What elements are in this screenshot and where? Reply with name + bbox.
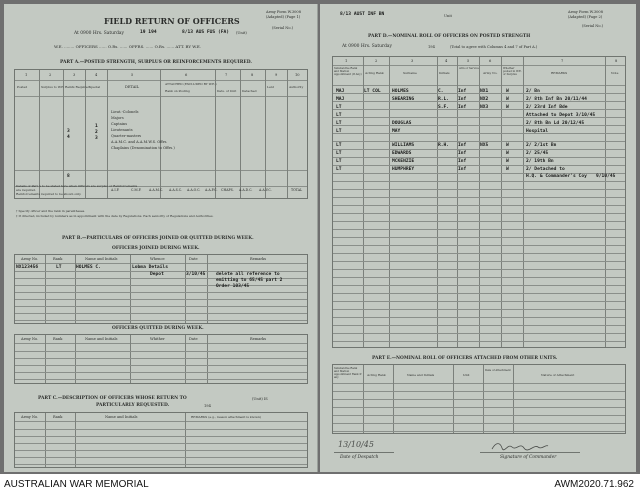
d-entry-1-posted: W: [506, 89, 509, 94]
right-page: [320, 4, 636, 472]
d-entry-4-remarks: Attached to Depot 3/10/45: [526, 113, 596, 118]
d-entry-3-no: NX3: [480, 105, 489, 110]
table-row-line: [15, 306, 307, 307]
d-col-8: 8: [615, 59, 618, 63]
left-footnote-2: ‡ If directed, included by numbers as in appointment with the date by Regulations. Each seniority of Regulations and Authorities.: [16, 214, 214, 218]
d-col-6: 6: [489, 59, 492, 63]
d-head-remarks: REMARKS: [551, 71, 568, 75]
a-col-1: 1: [25, 73, 28, 77]
d-entry-1-acting: LT COL: [364, 89, 381, 94]
arms-cmf: C.M.F.: [131, 188, 142, 192]
arms-aaoc: A.A.O.C.: [187, 188, 201, 192]
left-title: FIELD RETURN OF OFFICERS: [104, 16, 240, 26]
d-entry-1-arm: Inf: [458, 89, 467, 94]
table-row-line: [15, 379, 307, 380]
d-entry-5-remarks: 2/ 8th Bn Ld 20/12/45: [526, 121, 585, 126]
part-d-row-line: [333, 189, 625, 190]
d-entry-9-surname: MCKENZIE: [392, 159, 415, 164]
joined-1-whence: Lobma Details: [132, 265, 168, 270]
part-d-row-line: [333, 197, 625, 198]
d-entry-9-arm: Inf: [458, 159, 467, 164]
surplus-value-2: 2: [95, 130, 98, 135]
arms-chaps: CHAPS.: [221, 188, 234, 192]
part-d-row-line: [333, 205, 625, 206]
d-entry-2-no: NX2: [480, 97, 489, 102]
surplus-value-1: 1: [95, 124, 98, 129]
left-page: [4, 4, 318, 472]
part-d-row-line: [333, 333, 625, 334]
a-head-lent: Lent: [267, 85, 274, 89]
arms-aif: A.I.F.: [111, 188, 120, 192]
d-entry-6-remarks: Hospital: [526, 129, 549, 134]
part-d-row-line: [333, 277, 625, 278]
table-row-line: [15, 351, 307, 352]
left-unit-label: (Unit): [236, 31, 247, 35]
part-e-row-line: [333, 391, 625, 392]
quitted-h-rank: Rank: [53, 337, 63, 341]
d-col-2: 2: [375, 59, 378, 63]
left-serial-label: (Serial No.): [272, 26, 294, 30]
a-head-posted: Posted: [17, 85, 28, 89]
arms-aasc: A.A.S.C.: [169, 188, 183, 192]
part-c-date: 194: [204, 404, 211, 408]
d-entry-8-posted: W: [506, 151, 509, 156]
right-at-line: At 0900 Hrs. Saturday: [342, 44, 393, 49]
dispatch-line: [334, 452, 394, 453]
a-head-detail: DETAIL: [125, 85, 140, 89]
d-entry-2-surname: SHEARING: [392, 97, 415, 102]
part-d-row-line: [333, 325, 625, 326]
arms-aapc: A.A.P.C.: [205, 188, 218, 192]
part-e-row-line: [333, 399, 625, 400]
d-col-3: 3: [411, 59, 414, 63]
d-entry-8-surname: EDWARDS: [392, 151, 412, 156]
d-entry-7-initials: R.H.: [438, 143, 450, 148]
d-entry-3-remarks: 2/ 23rd Inf Bde: [526, 105, 568, 110]
arms-total: TOTAL: [291, 188, 303, 192]
d-entry-9-remarks: 2/ 19th Bn: [526, 159, 554, 164]
c-h-no: Army No.: [21, 415, 39, 419]
right-at-date: 194: [428, 45, 435, 49]
part-d-row-line: [333, 317, 625, 318]
part-d-row-line: [333, 237, 625, 238]
part-d-row-line: [333, 109, 625, 110]
left-note-3: Reinforcements required to be shown only.: [16, 192, 82, 196]
part-c-table: [14, 412, 308, 468]
c-h-remarks: REMARKS (e.g., reason attachment is known): [191, 415, 262, 419]
a-col-3: 3: [73, 73, 76, 77]
d-entry-1-initials: C.: [438, 89, 444, 94]
e-head-name: Name and Initials: [407, 373, 435, 377]
a-col-2: 2: [49, 73, 52, 77]
d-entry-5-rank: LT: [336, 121, 342, 126]
part-d-row-line: [333, 253, 625, 254]
a-col-8: 8: [251, 73, 254, 77]
a-col-7: 7: [225, 73, 228, 77]
part-d-row-line: [333, 245, 625, 246]
part-d-row-line: [333, 165, 625, 166]
part-e-heading: PART E.—NOMINAL ROLL OF OFFICERS ATTACHED FROM OTHER UNITS.: [372, 356, 558, 361]
d-entry-1-no: NX1: [480, 89, 489, 94]
d-entry-3-posted: W: [506, 105, 509, 110]
d-entry-7-surname: WILLIAMS: [392, 143, 415, 148]
d-entry-7-remarks: 2/ 2/1st Bn: [526, 143, 557, 148]
rank-captains: Captains: [111, 122, 128, 126]
right-form-ref: Army Form W.3008: [568, 10, 603, 14]
part-d-row-line: [333, 157, 625, 158]
table-row-line: [15, 320, 307, 321]
d-entry-10-arm: Inf: [458, 167, 467, 172]
part-c-line1: PART C.—DESCRIPTION OF OFFICERS WHOSE RETURN TO: [38, 396, 187, 401]
d-entry-7-rank: LT: [336, 143, 342, 148]
quitted-h-whither: Whither: [150, 337, 165, 341]
part-b-heading: PART B.—PARTICULARS OF OFFICERS JOINED OR QUITTED DURING WEEK.: [62, 236, 254, 241]
table-row-line: [15, 292, 307, 293]
part-d-row-line: [333, 229, 625, 230]
joined-h-whence: Whence: [150, 257, 165, 261]
d-col-7: 7: [561, 59, 564, 63]
right-serial-label: (Serial No.): [582, 24, 604, 28]
d-entry-10-surname: HUMPHREY: [392, 167, 415, 172]
joined-1-rank: LT: [56, 265, 62, 270]
quitted-h-no: Army No.: [21, 337, 39, 341]
part-e-row-line: [333, 423, 625, 424]
part-d-row-line: [333, 181, 625, 182]
table-row-line: [15, 285, 307, 286]
part-e-row-line: [333, 407, 625, 408]
rank-majors: Majors: [111, 116, 124, 120]
part-e-row-line: [333, 415, 625, 416]
right-form-ref-sub: (Adapted) (Page 2): [568, 15, 603, 19]
a-col-4: 4: [95, 73, 98, 77]
part-d-row-line: [333, 341, 625, 342]
e-head-acting: Acting Rank: [367, 373, 386, 377]
left-form-ref: Army Form W.3008: [266, 10, 301, 14]
part-c-line2: PARTICULARLY REQUESTED.: [96, 403, 170, 408]
d-entry-11-remarks: H.Q. & Commander's Coy: [526, 174, 587, 179]
joined-h-date: Date: [189, 257, 198, 261]
table-row-line: [15, 429, 307, 430]
d-col-1: 1: [345, 59, 348, 63]
part-d-row-line: [333, 141, 625, 142]
d-entry-5-surname: DOUGLAS: [392, 121, 412, 126]
d-entry-2-arm: Inf: [458, 97, 467, 102]
c-h-rank: Rank: [53, 415, 63, 419]
part-d-row-line: [333, 261, 625, 262]
joined-title: OFFICERS JOINED DURING WEEK.: [112, 246, 200, 251]
d-entry-1-remarks: 2/ Bn: [526, 89, 540, 94]
part-d-row-line: [333, 133, 625, 134]
part-e-table: [332, 364, 626, 434]
d-entry-7-no: NX5: [480, 143, 489, 148]
d-entry-1-rank: MAJ: [336, 89, 345, 94]
a-head-special: Special: [89, 85, 101, 89]
joined-3-remarks: emitting to 65/45 part 2: [216, 278, 283, 283]
table-row-line: [15, 443, 307, 444]
table-row-line: [15, 365, 307, 366]
d-head-rank: Substantive Rank and Station Appointment (If Any): [334, 67, 362, 76]
quitted-h-remarks: Remarks: [250, 337, 267, 341]
archive-footer: [0, 474, 640, 494]
table-row-line: [15, 313, 307, 314]
e-head-nature: Nature of Attachment: [541, 373, 575, 377]
joined-4-remarks: Order 103/45: [216, 284, 250, 289]
part-e-row-line: [333, 431, 625, 432]
d-head-no: Army No.: [483, 71, 498, 75]
rank-aamc: A.A.M.C. and A.A.M.W.S. Offrs.: [111, 140, 168, 144]
d-head-arm: Arm or Service: [459, 67, 479, 70]
d-head-posted: Whether posted in W.E. or Surplus: [503, 67, 522, 76]
a-head-authority: Authority: [289, 85, 304, 89]
left-note-2: are required.: [16, 188, 37, 192]
d-entry-8-arm: Inf: [458, 151, 467, 156]
a-col-5: 5: [131, 73, 134, 77]
joined-h-name: Name and Initials: [85, 257, 118, 261]
d-head-surname: Surname: [403, 71, 417, 75]
table-row-line: [15, 436, 307, 437]
table-row-line: [15, 457, 307, 458]
joined-2-date: 3/10/45: [186, 272, 206, 277]
total-value: 8: [67, 174, 70, 179]
left-footnote-1: † Specify officer and the rank in parentheses.: [16, 209, 86, 213]
a-head-surplus: Surplus to W.E.: [41, 85, 65, 89]
d-entry-7-posted: W: [506, 143, 509, 148]
d-entry-6-rank: LT: [336, 129, 342, 134]
part-d-row-line: [333, 213, 625, 214]
joined-2-whence: Depot: [150, 272, 164, 277]
e-head-unit: Unit: [463, 373, 470, 377]
d-head-note: Note: [611, 71, 619, 75]
joined-h-rank: Rank: [53, 257, 63, 261]
table-row-line: [15, 358, 307, 359]
surplus-value-3: 3: [95, 136, 98, 141]
d-entry-9-posted: W: [506, 159, 509, 164]
d-entry-10-remarks: 2/ Detached to: [526, 167, 565, 172]
e-head-date: Date of Attachment: [485, 369, 511, 372]
footer-left: AUSTRALIAN WAR MEMORIAL: [4, 479, 149, 490]
d-head-initials: Initials: [439, 71, 450, 75]
posted-value-1: 3: [67, 129, 70, 134]
arms-aamc: A.A.M.C.: [149, 188, 164, 192]
quitted-title: OFFICERS QUITTED DURING WEEK.: [112, 326, 204, 331]
joined-h-no: Army No.: [21, 257, 39, 261]
d-entry-10-rank: LT: [336, 167, 342, 172]
d-entry-9-rank: LT: [336, 159, 342, 164]
d-entry-8-remarks: 2/ 25/45: [526, 151, 549, 156]
left-we-line: W.E. ........ OFFICERS ...... O.Rs. ...... OFFRS. ...... O.Rs. ...... ATT. BY W.E.: [54, 44, 202, 49]
arms-aadc: A.A.D.C.: [239, 188, 253, 192]
part-d-row-line: [333, 269, 625, 270]
a-attached-sub-1: Rank on Posting: [165, 89, 190, 93]
part-d-row-line: [333, 221, 625, 222]
table-row-line: [15, 450, 307, 451]
d-entry-2-posted: W: [506, 97, 509, 102]
left-at-line: At 0900 Hrs. Saturday: [74, 31, 125, 36]
rank-lt-col: Lieut.-Colonels: [111, 110, 139, 114]
part-d-row-line: [333, 293, 625, 294]
d-entry-6-surname: MAY: [392, 129, 401, 134]
a-attached-sub-2: Dets. of Unit: [217, 89, 237, 93]
right-unit-value: 8/13 AUST INF BN: [340, 12, 385, 17]
left-form-ref-sub: (Adapted) (Page 1): [266, 15, 301, 19]
right-unit-label: Unit: [444, 14, 452, 18]
rank-qm: Quarter-masters: [111, 134, 142, 138]
right-at-note: (Total to agree with Columns 4 and 7 of Part A.): [450, 45, 538, 49]
d-col-5: 5: [467, 59, 470, 63]
d-entry-3-initials: S.F.: [438, 105, 450, 110]
joined-h-remarks: Remarks: [250, 257, 267, 261]
part-c-unit: (Unit) IS: [252, 397, 268, 401]
d-entry-7-arm: Inf: [458, 143, 467, 148]
d-entry-3-arm: Inf: [458, 105, 467, 110]
d-entry-1-surname: HOLMES: [392, 89, 409, 94]
arms-aavc: A.A.V.C.: [259, 188, 272, 192]
part-d-heading: PART D.—NOMINAL ROLL OF OFFICERS ON POSTED STRENGTH: [368, 34, 531, 39]
quitted-h-name: Name and Initials: [85, 337, 118, 341]
a-col-10: 10: [295, 73, 300, 77]
part-d-row-line: [333, 301, 625, 302]
d-col-4: 4: [445, 59, 448, 63]
a-head-reinfs: Reinfs Required: [65, 85, 90, 89]
d-entry-4-rank: LT: [336, 113, 342, 118]
table-row-line: [15, 464, 307, 465]
rank-chaplains: Chaplains (Denomination to Offrs.): [111, 146, 175, 150]
d-entry-8-rank: LT: [336, 151, 342, 156]
left-unit-value: 8/13 AUS FUS (FA): [182, 30, 230, 35]
dispatch-date-handwritten: 13/10/45: [338, 440, 374, 449]
c-h-name: Name and Initials: [105, 415, 138, 419]
d-entry-2-initials: R.L.: [438, 97, 450, 102]
quitted-table: [14, 334, 308, 384]
a-col-6: 6: [185, 73, 188, 77]
d-head-acting: Acting Rank: [365, 71, 384, 75]
d-entry-2-rank: MAJ: [336, 97, 345, 102]
posted-value-2: 4: [67, 135, 70, 140]
dispatch-label: Date of Despatch: [340, 455, 379, 460]
part-a-table: [14, 69, 308, 199]
quitted-h-date: Date: [189, 337, 198, 341]
part-d-row-line: [333, 285, 625, 286]
joined-1-name: HOLMES C.: [76, 265, 101, 270]
d-entry-12-remarks: 9/10/45: [596, 174, 616, 179]
d-entry-2-remarks: 2/ 8th Inf Bn 20/11/44: [526, 97, 587, 102]
a-head-attached: ATTACHED (EXCLUDED BY W.E.): [165, 82, 217, 86]
commander-label: Signature of Commander: [500, 455, 557, 460]
a-attached-sub-3: Detached: [242, 89, 257, 93]
d-entry-10-posted: W: [506, 167, 509, 172]
rank-lieutenants: Lieutenants: [111, 128, 133, 132]
d-entry-3-rank: LT: [336, 105, 342, 110]
left-at-date: 19 194: [140, 30, 157, 35]
joined-1-no: NX123456: [16, 265, 39, 270]
a-col-9: 9: [275, 73, 278, 77]
footer-right: AWM2020.71.962: [554, 479, 634, 490]
table-row-line: [15, 372, 307, 373]
commander-line: [480, 452, 580, 453]
table-row-line: [15, 299, 307, 300]
e-head-rank: Substantive Rank and Station Appointment Rank If any: [334, 367, 362, 379]
joined-2-remarks: delete all reference to: [216, 272, 280, 277]
part-d-row-line: [333, 149, 625, 150]
part-a-heading: PART A.—POSTED STRENGTH, SURPLUS OR REINFORCEMENTS REQUIRED.: [60, 60, 252, 65]
part-d-row-line: [333, 309, 625, 310]
left-note-1: Details of Part A to be stated here when Officers are surplus or Reinforcements: [16, 184, 138, 188]
